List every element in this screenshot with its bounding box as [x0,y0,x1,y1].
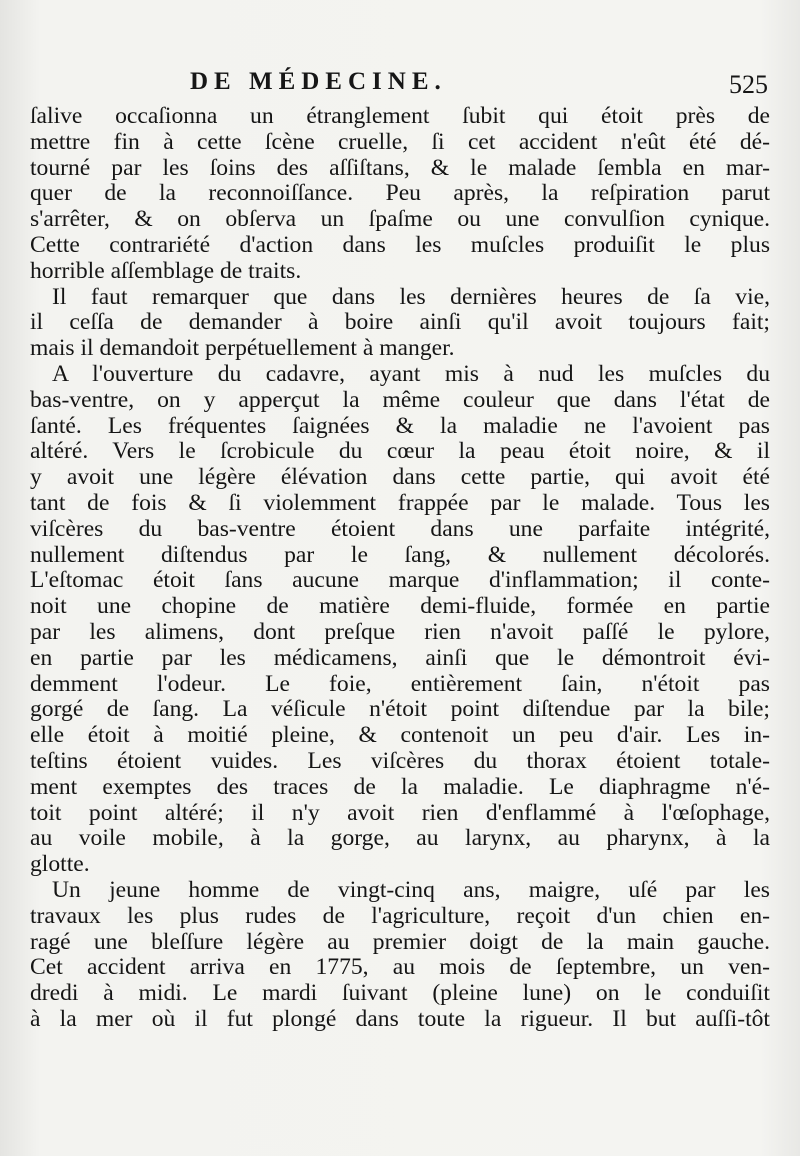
text-line: mettre fin à cette ſcène cruelle, ſi cet accident n'eût été dé- [30,129,770,155]
text-line: ſalive occaſionna un étranglement ſubit qui étoit près de [30,104,770,129]
text-line: bas-ventre, on y apperçut la même couleur que dans l'état de [30,387,770,413]
text-line: travaux les plus rudes de l'agriculture, reçoit d'un chien en- [30,903,770,929]
text-line: toit point altéré; il n'y avoit rien d'enflammé à l'œſophage, [30,800,770,826]
text-line: dredi à midi. Le mardi ſuivant (pleine lune) on le conduiſit [30,981,770,1007]
text-line: tant de fois & ſi violemment frappée par le malade. Tous les [30,490,770,516]
text-line: y avoit une légère élévation dans cette partie, qui avoit été [30,465,770,491]
text-line: demment l'odeur. Le foie, entièrement ſain, n'étoit pas [30,671,770,697]
page-number: 525 [729,70,768,99]
text-line: Il faut remarquer que dans les dernières heures de ſa vie, [52,284,770,310]
text-line: ragé une bleſſure légère au premier doigt de la main gauche. [30,929,770,955]
text-line: ſanté. Les fréquentes ſaignées & la maladie ne l'avoient pas [30,413,770,439]
text-line: par les alimens, dont preſque rien n'avoit paſſé le pylore, [30,619,770,645]
text-line: nullement diſtendus par le ſang, & nullement décolorés. [30,542,770,568]
text-line: en partie par les médicamens, ainſi que le démontroit évi- [30,645,770,671]
text-line: quer de la reconnoiſſance. Peu après, la reſpiration parut [30,181,770,207]
text-line: à la mer où il fut plongé dans toute la rigueur. Il but auſſi-tôt [30,1006,770,1032]
running-head: DE MÉDECINE. [190,68,447,95]
text-line: elle étoit à moitié pleine, & contenoit un peu d'air. Les in- [30,723,770,749]
text-line: glotte. [30,852,90,878]
text-line: Cette contrariété d'action dans les muſcles produiſit le plus [30,232,770,258]
body-text [30,104,770,1033]
text-line: teſtins étoient vuides. Les viſcères du thorax étoient totale- [30,748,770,774]
text-line: A l'ouverture du cadavre, ayant mis à nud les muſcles du [52,361,770,387]
text-line: L'eſtomac étoit ſans aucune marque d'inflammation; il conte- [30,568,770,594]
text-line: noit une chopine de matière demi-fluide, formée en partie [30,594,770,620]
text-line: altéré. Vers le ſcrobicule du cœur la peau étoit noire, & il [30,439,770,465]
text-line: ment exemptes des traces de la maladie. Le diaphragme n'é- [30,774,770,800]
text-line: tourné par les ſoins des aſſiſtans, & le malade ſembla en mar- [30,155,770,181]
text-line: gorgé de ſang. La véſicule n'étoit point diſtendue par la bile; [30,697,770,723]
text-line: Cet accident arriva en 1775, au mois de ſeptembre, un ven- [30,955,770,981]
text-line: Un jeune homme de vingt-cinq ans, maigre, uſé par les [52,877,770,903]
text-line: mais il demandoit perpétuellement à manger. [30,336,455,362]
page-header [30,68,770,108]
text-line: s'arrêter, & on obſerva un ſpaſme ou une convulſion cynique. [30,207,770,233]
text-line: viſcères du bas-ventre étoient dans une parfaite intégrité, [30,516,770,542]
text-line: il ceſſa de demander à boire ainſi qu'il avoit toujours fait; [30,310,770,336]
text-line: au voile mobile, à la gorge, au larynx, au pharynx, à la [30,826,770,852]
text-line: horrible aſſemblage de traits. [30,258,302,284]
